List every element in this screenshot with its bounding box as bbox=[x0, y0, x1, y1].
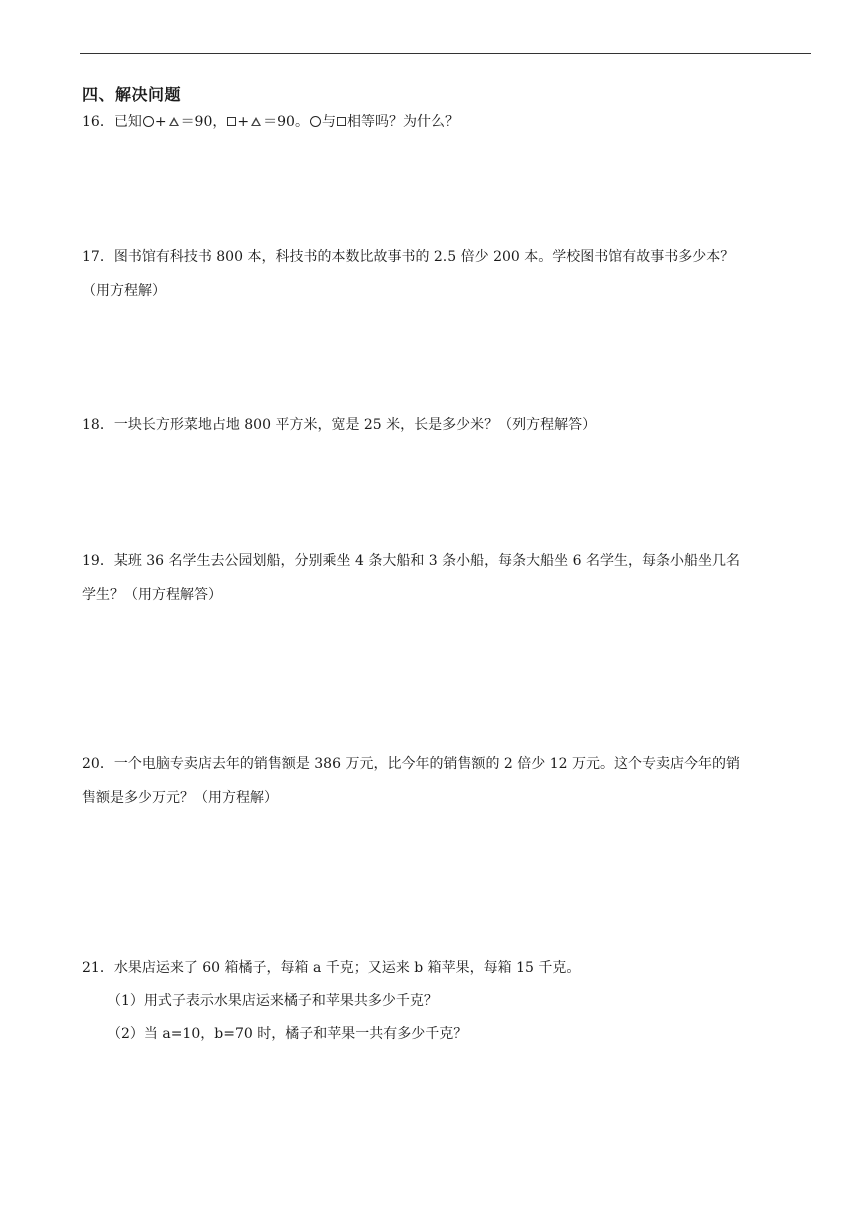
question-number: 19． bbox=[82, 553, 114, 569]
question-number: 18． bbox=[82, 417, 114, 433]
question-text: 图书馆有科技书 800 本，科技书的本数比故事书的 2.5 倍少 200 本。学校图书馆有故事书多少本？ bbox=[113, 249, 735, 265]
circle-symbol-icon bbox=[143, 116, 154, 127]
question-18 bbox=[82, 415, 596, 435]
section-title: 四、解决问题 bbox=[82, 85, 182, 104]
question-21 bbox=[82, 958, 580, 978]
question-17 bbox=[82, 247, 734, 267]
question-21-part-1: （1）用式子表示水果店运来橘子和苹果共多少千克？ bbox=[107, 993, 438, 1009]
square-symbol-icon bbox=[227, 117, 236, 126]
question-20 bbox=[82, 754, 740, 774]
circle-symbol-icon bbox=[310, 116, 321, 127]
question-number: 21． bbox=[82, 960, 114, 976]
square-symbol-icon bbox=[337, 117, 346, 126]
question-19 bbox=[82, 551, 740, 571]
triangle-symbol-icon bbox=[251, 117, 261, 126]
question-text: 水果店运来了 60 箱橘子，每箱 a 千克；又运来 b 箱苹果，每箱 15 千克。 bbox=[113, 960, 581, 976]
question-number: 16． bbox=[82, 114, 114, 130]
header-rule bbox=[80, 53, 811, 54]
question-16: 16．已知 + ＝90， + ＝90。 与 相等吗？为什么？ bbox=[82, 114, 459, 130]
question-20-line-2: 售额是多少万元？（用方程解） bbox=[82, 790, 278, 806]
question-17-line-2: （用方程解） bbox=[82, 283, 166, 299]
question-21-part-2: （2）当 a=10，b=70 时，橘子和苹果一共有多少千克？ bbox=[107, 1026, 468, 1042]
question-text: 一个电脑专卖店去年的销售额是 386 万元，比今年的销售额的 2 倍少 12 万元。这个专卖店今年的销 bbox=[113, 756, 740, 772]
question-text: 一块长方形菜地占地 800 平方米，宽是 25 米，长是多少米？（列方程解答） bbox=[113, 417, 597, 433]
question-number: 20． bbox=[82, 756, 114, 772]
question-number: 17． bbox=[82, 249, 114, 265]
question-text: 某班 36 名学生去公园划船，分别乘坐 4 条大船和 3 条小船，每条大船坐 6 名学生，每条小船坐几名 bbox=[113, 553, 740, 569]
triangle-symbol-icon bbox=[169, 117, 179, 126]
question-19-line-2: 学生？（用方程解答） bbox=[82, 587, 222, 603]
